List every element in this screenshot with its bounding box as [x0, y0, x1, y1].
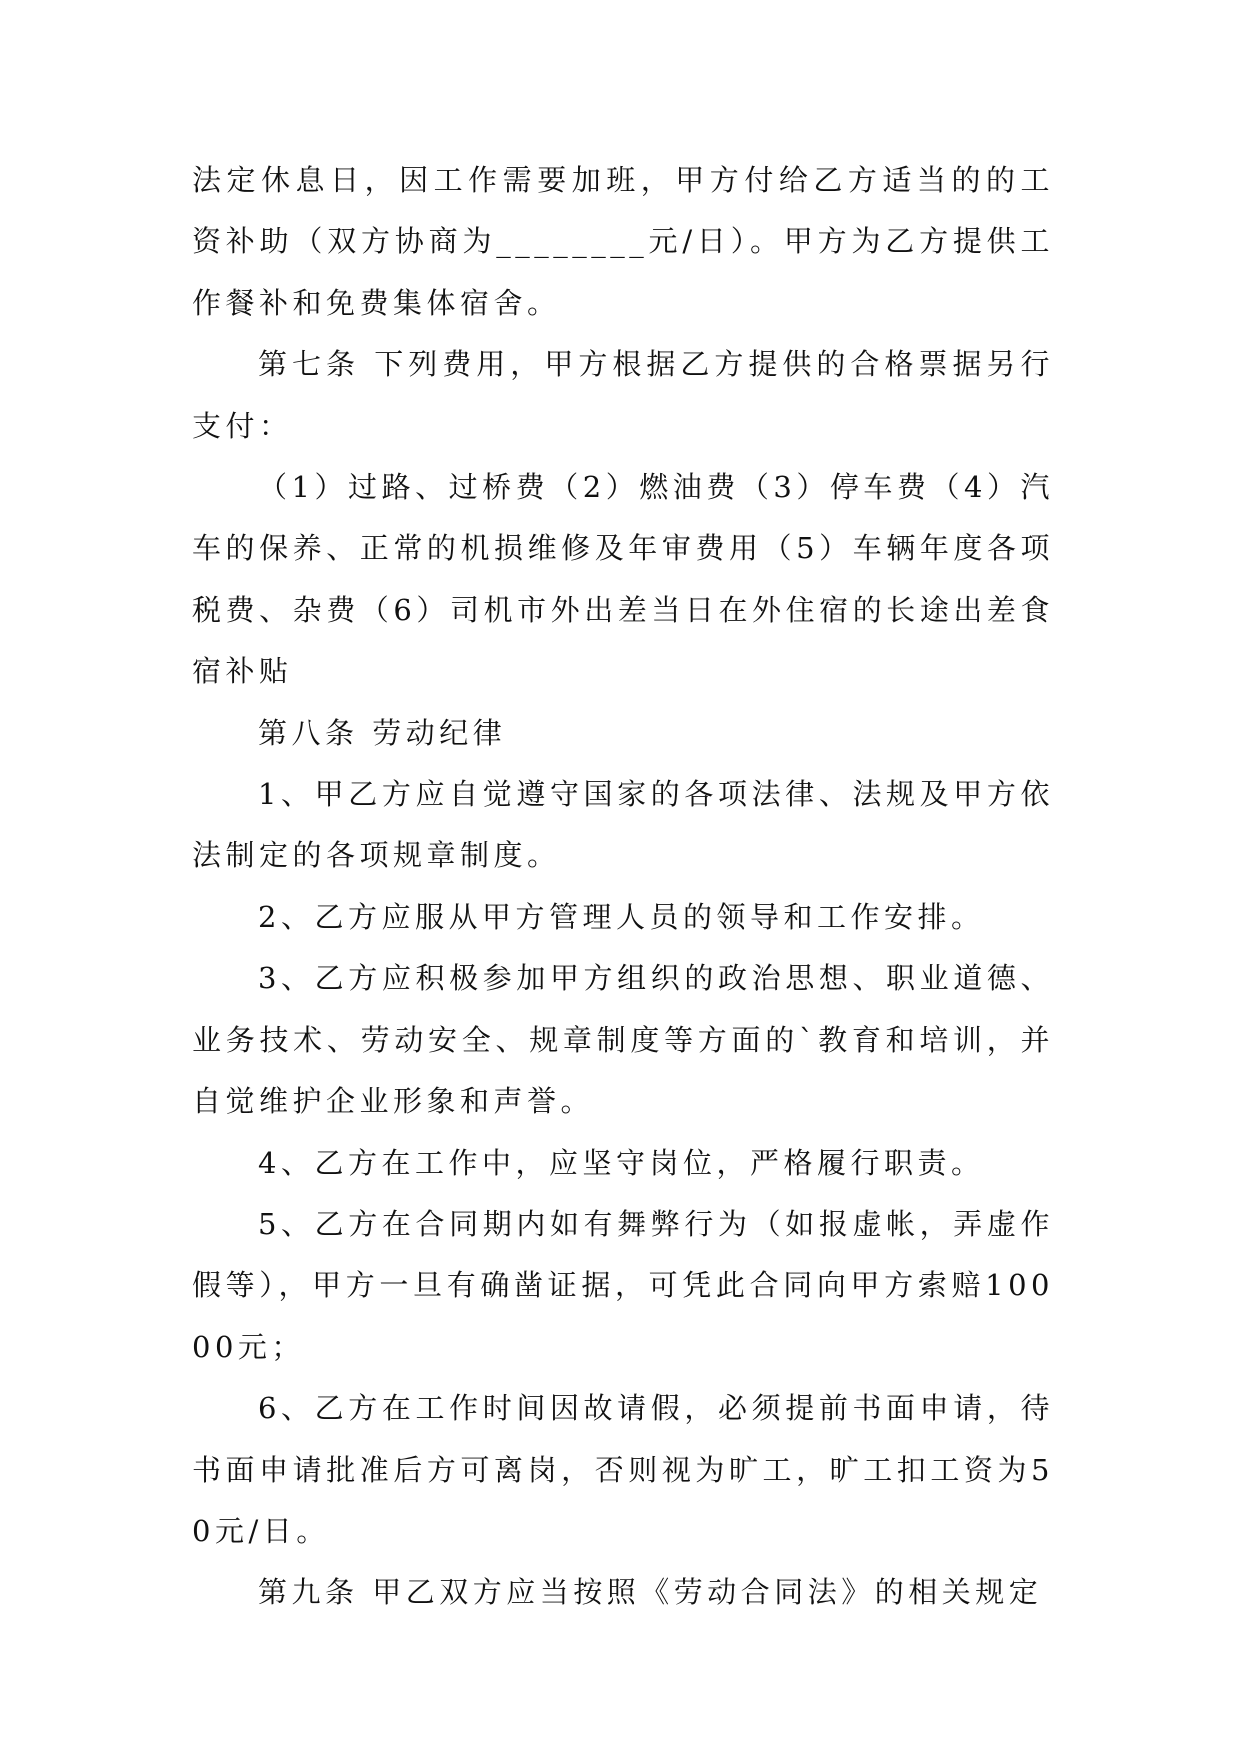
paragraph-overtime-subsidy: 法定休息日，因工作需要加班，甲方付给乙方适当的的工资补助（双方协商为________元/日）。甲方为乙方提供工作餐补和免费集体宿舍。 [192, 163, 1054, 320]
paragraph-discipline-1: 1、甲乙方应自觉遵守国家的各项法律、法规及甲方依法制定的各项规章制度。 [192, 777, 1054, 873]
paragraph-expense-list: （1）过路、过桥费（2）燃油费（3）停车费（4）汽车的保养、正常的机损维修及年审费用（5）车辆年度各项税费、杂费（6）司机市外出差当日在外住宿的长途出差食宿补贴 [192, 470, 1054, 689]
paragraph-discipline-4: 4、乙方在工作中，应坚守岗位，严格履行职责。 [258, 1145, 985, 1180]
paragraph-article-8-heading: 第八条 劳动纪律 [258, 715, 507, 750]
paragraph-discipline-6: 6、乙方在工作时间因故请假，必须提前书面申请，待书面申请批准后方可离岗，否则视为旷工，旷工扣工资为50元/日。 [192, 1391, 1054, 1548]
paragraph-article-9: 第九条 甲乙双方应当按照《劳动合同法》的相关规定 [258, 1575, 1043, 1610]
paragraph-discipline-5: 5、乙方在合同期内如有舞弊行为（如报虚帐，弄虚作假等），甲方一旦有确凿证据，可凭此合同向甲方索赔10000元； [192, 1206, 1054, 1364]
paragraph-discipline-2: 2、乙方应服从甲方管理人员的领导和工作安排。 [258, 899, 985, 934]
paragraph-discipline-3: 3、乙方应积极参加甲方组织的政治思想、职业道德、业务技术、劳动安全、规章制度等方面的`教育和培训，并自觉维护企业形象和声誉。 [192, 961, 1054, 1119]
paragraph-article-7: 第七条 下列费用，甲方根据乙方提供的合格票据另行支付： [192, 347, 1054, 443]
document-body [192, 150, 1054, 1624]
